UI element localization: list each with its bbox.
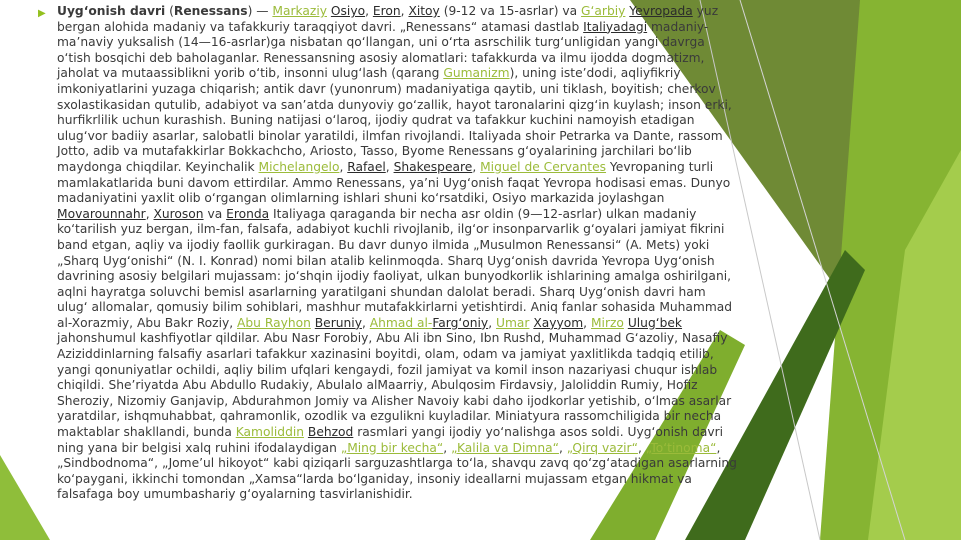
- text-link[interactable]: Kamoliddin: [235, 425, 305, 440]
- text-link[interactable]: Shakespeare: [393, 159, 473, 174]
- text-run: ,: [488, 315, 496, 330]
- text-link[interactable]: „Ming bir kecha“: [340, 440, 444, 455]
- text-link[interactable]: Rafael: [347, 159, 386, 174]
- text-link[interactable]: Gumanizm: [443, 66, 510, 81]
- text-link[interactable]: Markaziy: [272, 4, 327, 18]
- text-run: ,: [443, 440, 452, 455]
- text-run: ,: [583, 315, 591, 330]
- text-run: va: [203, 206, 227, 221]
- text-link[interactable]: Ulug‘bek: [627, 315, 683, 330]
- text-link[interactable]: Umar: [495, 315, 530, 330]
- text-link[interactable]: Abu Rayhon: [237, 315, 311, 330]
- text-link[interactable]: Farg‘oniy: [432, 315, 489, 330]
- text-link[interactable]: Xuroson: [153, 206, 204, 221]
- text-link[interactable]: Eronda: [226, 206, 270, 221]
- text-run: ,: [361, 315, 370, 330]
- text-link[interactable]: Ahmad al-: [369, 315, 433, 330]
- text-link[interactable]: Xitoy: [408, 4, 440, 18]
- text-run: ,: [385, 159, 394, 174]
- text-run: (: [165, 4, 174, 18]
- text-run: Yevropaning turli mamlakatlarida buni davom ettirdilar. Ammo Renessans, ya’ni Uyg‘onish faqat Yevropa hodisasi emas. Dunyo madaniyatini yaxlit olib o‘rgangan olimlarning ishlari shuni ko‘rsatdiki, Osiyo markazida joylashgan: [57, 159, 731, 206]
- text-run: Italiyaga qaraganda bir necha asr oldin (9—12-asrlar) ulkan madaniy ko‘tarilish yuz bergan, ilm-fan, falsafa, adabiyot kuchli rivojlanib, ilg‘or insonparvarlik g‘oyalari jamiyat fikrini band etgan, aqliy va ijodiy faollik gurkiragan. Bu davr dunyo ilmida „Musulmon Renessansi“ (A. Mets) yoki „Sharq Uyg‘onishi“ (N. I. Konrad) nomi bilan atalib kelinmoqda. Sharq Uyg‘onish davrida Yevropa Uyg‘onish davrining asosiy belgilari mujassam: jo‘shqin ijodiy faoliyat, ulkan bunyodkorlik ishlarining amalga oshirilgani, aqlni hayratga soluvchi bemisl asarlarning yaratilgani shundan dalolat beradi. Sharq Uyg‘onish davri ham ulug‘ allomalar, qomusiy bilim sohiblari, mashhur mutafakkirlarni yetishtirdi. Aniq fanlar sohasida Muhammad al-Xorazmiy, Abu Bakr Roziy,: [57, 206, 733, 330]
- text-run: ,: [472, 159, 481, 174]
- text-link[interactable]: Mirzo: [590, 315, 624, 330]
- text-run: yuz bergan alohida madaniy va tafakkuriy taraqqiyot davri. „Renessans“ atamasi dastlab: [57, 4, 719, 34]
- text-run: ,: [145, 206, 154, 221]
- text-run: ,: [339, 159, 348, 174]
- paragraph-content: [57, 4, 737, 501]
- text-link[interactable]: Xayyom: [533, 315, 584, 330]
- text-run: madaniy-ma’naviy yuksalish (14—16-asrlar)ga nisbatan qo‘llangan, uni o‘rta asrschilik turg‘unligidan yangi davrga o‘tish bosqichi deb baholaganlar. Renessansning asosiy alomatlari: tafakkurda va ilmu ijodda dogmatizm, jaholat va mutaassiblikni yorib o‘tib, insonni ulug‘lash (qarang: [57, 19, 709, 81]
- text-link[interactable]: „Qirq vazir“: [566, 440, 638, 455]
- text-link[interactable]: Michelangelo: [258, 159, 340, 174]
- text-link[interactable]: Beruniy: [314, 315, 362, 330]
- triangle-right-icon: ▶: [38, 8, 46, 19]
- bold-term: Uyg‘onish davri: [57, 4, 166, 18]
- slide-text-block: [38, 4, 738, 503]
- text-run: ), uning iste’dodi, aqliyfikriy imkoniyatlarini yuzaga chiqarish; antik davr (yunonrum) madaniyatiga qaytib, uni tiklash, boyitish; cherkov sxolastikasidan qutulib, adabiyot va san’atda dunyoviy go‘zallik, hayot taronalarini qizg‘in kuylash; inson erki, hurfikrlilik uchun kurashish. Buning natijasi o‘laroq, ijodiy qudrat va tafakkur kuchini namoyish etadigan ulug‘vor badiiy asarlar, salobatli binolar yaratildi, ilmfan rivojlandi. Italiyada shoir Petrarka va Dante, rassom Jotto, adib va mutafakkirlar Bokkachcho, Ariosto, Tasso, Byome Renessans g‘oyalarining jarchilari bo‘lib maydonga chiqdilar. Keyinchalik: [57, 66, 732, 174]
- text-link[interactable]: Italiyadagi: [583, 19, 648, 34]
- text-run: ,: [365, 4, 373, 18]
- text-link[interactable]: Movarounnahr: [57, 206, 146, 221]
- text-run: jahonshumul kashfiyotlar qildilar. Abu Nasr Forobiy, Abu Ali ibn Sino, Ibn Rushd, Muhammad G‘azoliy, Nasafiy Aziziddinlarning falsafiy asarlari tafakkur xazinasini boyitdi, olam, odam va jamiyat yaxlitlikda tadqiq etilib, yangi qonuniyatlar ochildi, aqliy bilim ufqlari kengaydi, fozil jamiyat va komil inson nazariyasi chuqur ishlab chiqildi. She’riyatda Abu Abdullo Rudakiy, Abulalo alMaarriy, Abulqosim Firdavsiy, Jaloliddin Rumiy, Hofiz Sheroziy, Nizomiy Ganjavip, Abdurahmon Jomiy va Alisher Navoiy kabi daho ijodkorlar yetishib, o‘lmas asarlar yaratdilar, ishqmuhabbat, qahramonlik, ozodlik va ezgulikni kuyladilar. Miniatyura rassomchiligida bir necha maktablar shakllandi, bunda: [57, 331, 732, 440]
- text-link[interactable]: Osiyo: [330, 4, 366, 18]
- text-run: ,: [558, 440, 567, 455]
- text-run: , „Sindbodnoma“, „Jome’ul hikoyot“ kabi qiziqarli sarguzashtlarga to‘la, shavqu zavq qo‘zg‘atadigan asarlarning ko‘paygani, ikkinchi tomondan „Xamsa“larda bo‘lganiday, insoniy ideallarni mujassam etgan hikmat va falsafaga boy umumbashariy g‘oyalarning tasvirlanishidir.: [57, 440, 737, 502]
- text-run: ) —: [247, 4, 273, 18]
- text-link[interactable]: „To‘tinoma“: [645, 440, 717, 455]
- text-link[interactable]: G‘arbiy: [581, 4, 626, 18]
- text-link[interactable]: Behzod: [307, 425, 354, 440]
- bullet-paragraph: [38, 4, 738, 503]
- text-run: rasmlari yangi ijodiy yo‘nalishga asos soldi. Uyg‘onish davri ning yana bir belgisi xalq ruhini ifodalaydigan: [57, 425, 724, 455]
- text-link[interactable]: Yevropada: [629, 4, 693, 18]
- text-link[interactable]: Eron: [372, 4, 401, 18]
- text-link[interactable]: „Kalila va Dimna“: [451, 440, 559, 455]
- bold-term: Renessans: [173, 4, 248, 18]
- text-run: (9-12 va 15-asrlar) va: [439, 4, 582, 18]
- text-link[interactable]: Miguel de Cervantes: [480, 159, 607, 174]
- text-run: ,: [400, 4, 409, 18]
- text-run: ,: [637, 440, 646, 455]
